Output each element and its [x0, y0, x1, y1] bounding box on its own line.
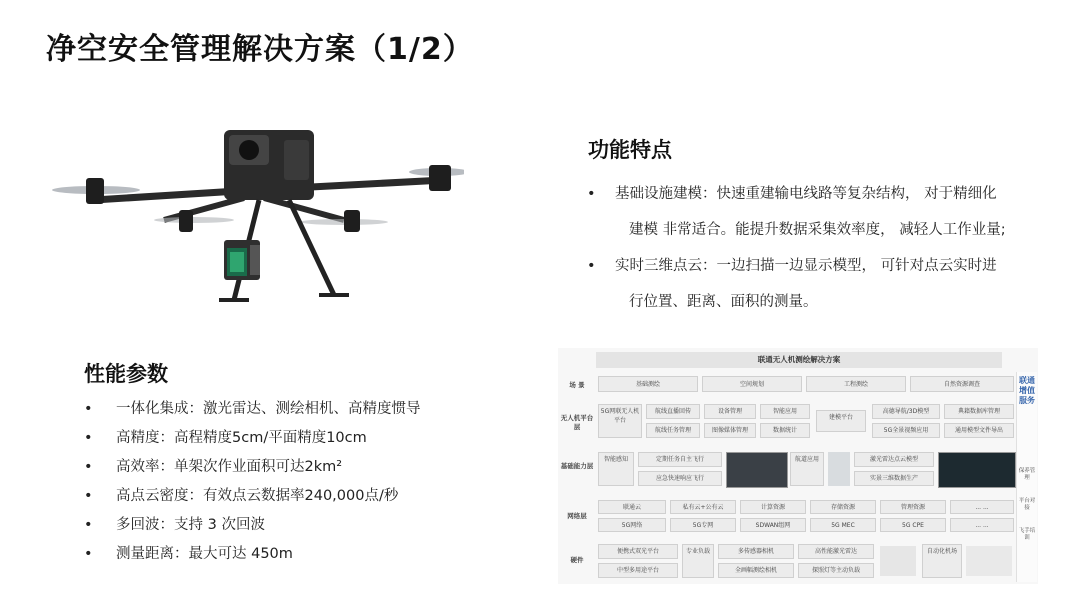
performance-text: 测量距离：最大可达 450m [116, 546, 293, 562]
diagram-cell: 计算资源 [740, 500, 806, 514]
hangar-image [966, 546, 1012, 576]
diagram-cell: 5G网络 [598, 518, 666, 532]
diagram-cell: ... ... [950, 518, 1014, 532]
features-list [585, 176, 1055, 320]
diagram-cell: 联通云 [598, 500, 666, 514]
diagram-side-panel [1016, 372, 1037, 582]
diagram-cell: 存储资源 [810, 500, 876, 514]
diagram-cell: 设备管理 [704, 404, 756, 419]
feature-line: 行位置、距离、面积的测量。 [629, 294, 818, 310]
feature-line: 建模 非常适合。能提升数据采集效率度， 减轻人工作业量; [629, 222, 1006, 238]
diagram-cell: ... ... [950, 500, 1014, 514]
diagram-cell: 典籍数据库管理 [944, 404, 1014, 419]
diagram-row-base [560, 448, 1014, 492]
page-title: 净空安全管理解决方案（1/2） [46, 32, 474, 67]
diagram-cell: 航道应用 [790, 452, 824, 486]
performance-item [84, 424, 421, 453]
drone-image [44, 120, 464, 320]
bullet: • [84, 430, 93, 446]
terrain-image [726, 452, 788, 488]
diagram-cell: 管理资源 [880, 500, 946, 514]
diagram-cell: 高性能激光雷达 [798, 544, 874, 559]
diagram-cell: 图像媒体管理 [704, 423, 756, 438]
diagram-cell: 智能应用 [760, 404, 810, 419]
diagram-cell: 5G全景视频应用 [872, 423, 940, 438]
row-label: 基础能力层 [560, 462, 594, 470]
diagram-cell: 建模平台 [816, 410, 866, 432]
diagram-cell: 5G专网 [670, 518, 736, 532]
diagram-row-hardware [560, 540, 1014, 582]
diagram-cell: 定期任务自主飞行 [638, 452, 722, 467]
side-item: 飞手培训 [1018, 528, 1036, 541]
side-item: 平台对接 [1018, 498, 1036, 511]
bullet: • [84, 517, 93, 533]
diagram-cell: 5G MEC [810, 518, 876, 532]
diagram-cell: 全画幅测绘相机 [718, 563, 794, 578]
performance-item [84, 482, 421, 511]
performance-text: 一体化集成：激光雷达、测绘相机、高精度惯导 [116, 401, 421, 417]
row-label: 网络层 [567, 512, 587, 520]
diagram-cell: 探照灯等主动负载 [798, 563, 874, 578]
diagram-cell: 实景三维数据生产 [854, 471, 934, 486]
performance-text: 高效率：单架次作业面积可达2km² [116, 459, 343, 475]
diagram-cell: SDWAN组网 [740, 518, 806, 532]
hardware-image [880, 546, 916, 576]
row-label: 场 景 [569, 381, 585, 389]
feature-item [585, 176, 1055, 248]
diagram-cell: 基础测绘 [598, 376, 698, 392]
performance-title: 性能参数 [84, 362, 168, 386]
diagram-row-network [560, 498, 1014, 534]
row-label: 无人机平台层 [560, 414, 594, 431]
diagram-header: 联通无人机测绘解决方案 [596, 352, 1002, 368]
feature-item [585, 248, 1055, 320]
diagram-row-scene [560, 376, 1014, 394]
diagram-cell: 高德导航/3D模型 [872, 404, 940, 419]
bullet: • [84, 401, 93, 417]
bullet: • [84, 459, 93, 475]
diagram-cell: 5G CPE [880, 518, 946, 532]
bullet: • [84, 546, 93, 562]
feature-line: 实时三维点云：一边扫描一边显示模型， 可针对点云实时进 [615, 258, 997, 274]
diagram-cell: 专业负载 [682, 544, 714, 578]
bullet: • [587, 258, 596, 274]
side-title: 联通增值服务 [1019, 376, 1035, 405]
feature-line: 基础设施建模：快速重建输电线路等复杂结构， 对于精细化 [615, 186, 997, 202]
diagram-cell: 5G网联无人机平台 [598, 404, 642, 438]
performance-text: 高点云密度：有效点云数据率240,000点/秒 [116, 488, 399, 504]
performance-list [84, 395, 421, 569]
diagram-cell: 工程测绘 [806, 376, 906, 392]
diagram-cell: 自然资源调查 [910, 376, 1014, 392]
bullet: • [84, 488, 93, 504]
model-image [828, 452, 850, 486]
performance-text: 多回波：支持 3 次回波 [116, 517, 265, 533]
diagram-cell: 激光雷达点云模型 [854, 452, 934, 467]
diagram-cell: 空间规划 [702, 376, 802, 392]
diagram-cell: 便携式双光平台 [598, 544, 678, 559]
diagram-cell: 私有云+公有云 [670, 500, 736, 514]
features-title: 功能特点 [588, 138, 672, 162]
diagram-cell: 航线直播回传 [646, 404, 700, 419]
diagram-cell: 数据统计 [760, 423, 810, 438]
diagram-cell: 多传感器相机 [718, 544, 794, 559]
diagram-cell: 智能感知 [598, 452, 634, 486]
performance-item [84, 453, 421, 482]
performance-item [84, 511, 421, 540]
side-item: 保养管理 [1018, 468, 1036, 481]
diagram-row-platform [560, 400, 1014, 444]
diagram-cell: 应急快速响应飞行 [638, 471, 722, 486]
row-label: 硬件 [570, 556, 584, 564]
performance-item [84, 395, 421, 424]
diagram-cell: 中型多用途平台 [598, 563, 678, 578]
pointcloud-image [938, 452, 1016, 488]
performance-item [84, 540, 421, 569]
bullet: • [587, 186, 596, 202]
performance-text: 高精度：高程精度5cm/平面精度10cm [116, 430, 367, 446]
diagram-cell: 航线任务管理 [646, 423, 700, 438]
diagram-cell: 自动化机场 [922, 544, 962, 578]
diagram-cell: 通用模型文件导出 [944, 423, 1014, 438]
architecture-diagram [558, 348, 1038, 584]
